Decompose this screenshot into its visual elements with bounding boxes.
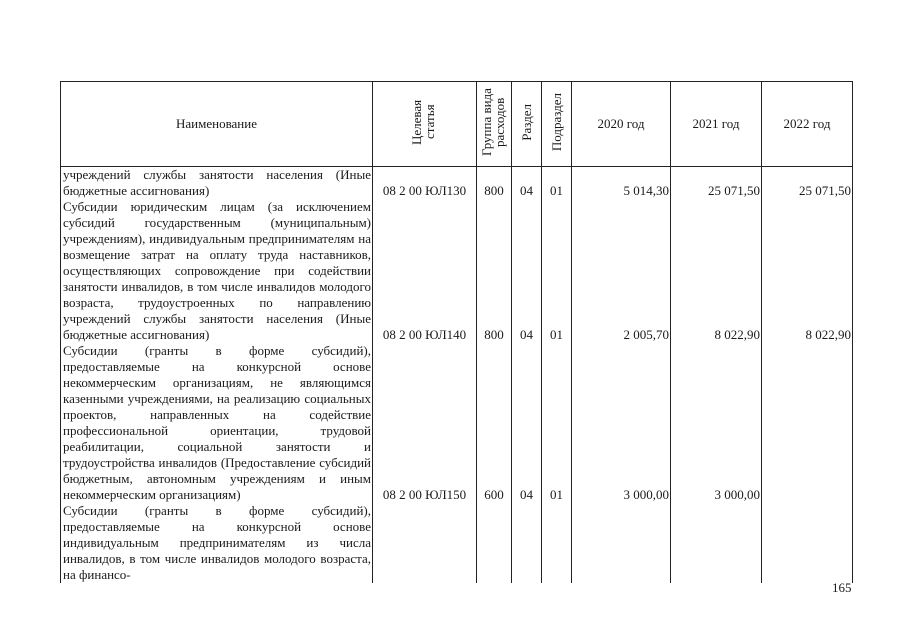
row-name: Субсидии (гранты в форме субсидий), предоставляемые на конкурсной основе индивидуальным предпринимателям из числа инвалидов, в том числе инвалидов молодого возраста, на финансо- bbox=[63, 503, 371, 582]
header-target-article-text: Целевая статья bbox=[408, 99, 437, 145]
header-target-article bbox=[373, 82, 477, 167]
row-2022: 8 022,90 bbox=[762, 199, 853, 343]
row-name: Субсидии (гранты в форме субсидий), предоставляемые на конкурсной основе некоммерческим организациям, не являющимся казенными учреждениями, на реализацию социальных проектов, направленных на содействие профессиональной ориентации, трудовой реабилитации, социальной занятости и трудоустройства инвалидов (Предоставление субсидий бюджетным, автономным учреждениям и иным некоммерческим организациям) bbox=[63, 343, 371, 502]
row-section bbox=[512, 503, 542, 583]
header-subsection-text: Подраздел bbox=[549, 92, 564, 152]
row-2022 bbox=[762, 343, 853, 503]
table-row bbox=[61, 167, 853, 200]
table-row bbox=[61, 199, 853, 343]
row-2021: 25 071,50 bbox=[671, 167, 762, 200]
header-subsection bbox=[542, 82, 572, 167]
row-2020: 2 005,70 bbox=[572, 199, 671, 343]
row-code: 08 2 00 ЮЛ150 bbox=[373, 343, 477, 503]
row-2022 bbox=[762, 503, 853, 583]
row-2020: 3 000,00 bbox=[572, 343, 671, 503]
header-section-text: Раздел bbox=[519, 103, 534, 141]
row-section: 04 bbox=[512, 167, 542, 200]
header-2022-text: 2022 год bbox=[783, 116, 831, 131]
header-2020-text: 2020 год bbox=[597, 116, 645, 131]
row-name-cell bbox=[61, 503, 373, 583]
row-subsection: 01 bbox=[542, 199, 572, 343]
page-number: 165 bbox=[832, 580, 852, 595]
row-name-cell bbox=[61, 199, 373, 343]
table-header-row bbox=[61, 82, 853, 167]
header-2020 bbox=[572, 82, 671, 167]
header-section bbox=[512, 82, 542, 167]
table-row bbox=[61, 503, 853, 583]
header-2021 bbox=[671, 82, 762, 167]
header-name bbox=[61, 82, 373, 167]
table-row bbox=[61, 343, 853, 503]
row-2021: 8 022,90 bbox=[671, 199, 762, 343]
row-section: 04 bbox=[512, 343, 542, 503]
row-subsection: 01 bbox=[542, 167, 572, 200]
header-expense-group-text: Группа вида расходов bbox=[479, 88, 507, 156]
row-2021: 3 000,00 bbox=[671, 343, 762, 503]
header-2021-text: 2021 год bbox=[692, 116, 740, 131]
row-2021 bbox=[671, 503, 762, 583]
row-name-cell bbox=[61, 167, 373, 200]
header-expense-group bbox=[477, 82, 512, 167]
budget-table bbox=[60, 81, 853, 583]
row-name-cell bbox=[61, 343, 373, 503]
row-subsection bbox=[542, 503, 572, 583]
row-section: 04 bbox=[512, 199, 542, 343]
row-code: 08 2 00 ЮЛ140 bbox=[373, 199, 477, 343]
row-group bbox=[477, 503, 512, 583]
row-group: 600 bbox=[477, 343, 512, 503]
row-group: 800 bbox=[477, 199, 512, 343]
row-name: Субсидии юридическим лицам (за исключением субсидий государственным (муниципальным) учреждениям), индивидуальным предпринимателям на возмещение затрат на оплату труда наставников, осуществляющих сопровождение при содействии занятости инвалидов, в том числе инвалидов молодого возраста, трудоустроенных по направлению учреждений службы занятости населения (Иные бюджетные ассигнования) bbox=[63, 199, 371, 342]
row-group: 800 bbox=[477, 167, 512, 200]
row-name: учреждений службы занятости населения (Иные бюджетные ассигнования) bbox=[63, 167, 371, 198]
row-2022: 25 071,50 bbox=[762, 167, 853, 200]
header-name-text: Наименование bbox=[176, 116, 257, 131]
row-2020 bbox=[572, 503, 671, 583]
header-2022 bbox=[762, 82, 853, 167]
row-2020: 5 014,30 bbox=[572, 167, 671, 200]
row-subsection: 01 bbox=[542, 343, 572, 503]
row-code bbox=[373, 503, 477, 583]
row-code: 08 2 00 ЮЛ130 bbox=[373, 167, 477, 200]
